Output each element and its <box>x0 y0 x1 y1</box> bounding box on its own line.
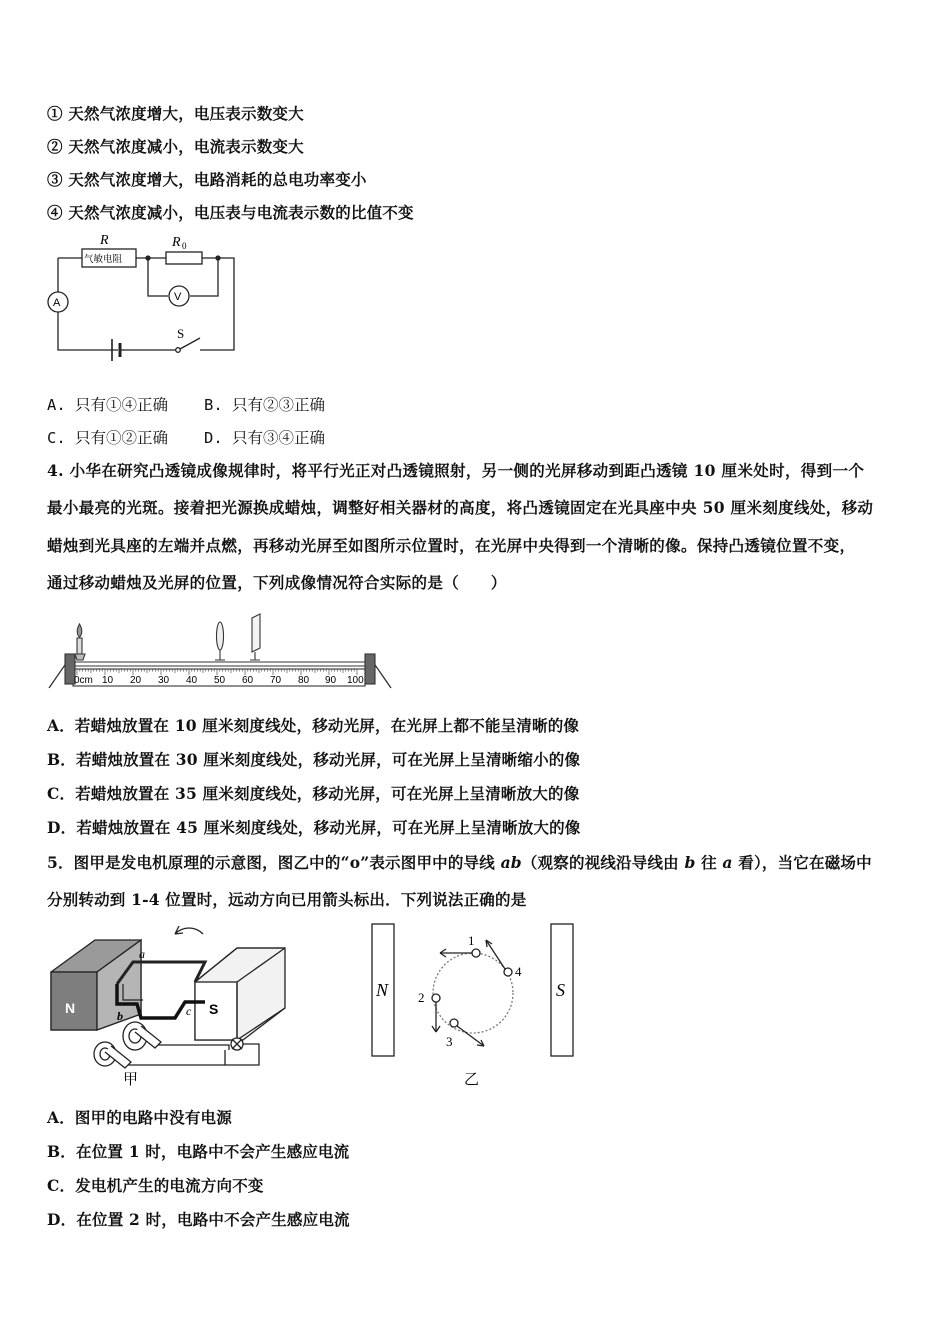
rotation-positions-figure <box>368 922 588 1092</box>
q5-option-b: B．在位置 1 时，电路中不会产生感应电流 <box>47 1142 350 1161</box>
tick-label-10: 10 <box>102 675 114 686</box>
q5-stem-part: 往 <box>695 853 723 872</box>
voltmeter-label: V <box>174 291 182 303</box>
r0-subscript: 0 <box>182 241 187 251</box>
tick-label-0: 0cm <box>74 675 93 686</box>
circuit-diagram <box>40 228 250 368</box>
q5-stem-part: 5．图甲是发电机原理的示意图，图乙中的“o”表示图甲中的导线 <box>47 853 501 872</box>
position-3-label: 3 <box>446 1034 453 1049</box>
tick-label-100: 100 <box>347 675 364 686</box>
q5-stem-part: 看），当它在磁场中 <box>732 853 872 872</box>
q5-stem-line-1 <box>47 851 872 873</box>
tick-label-90: 90 <box>325 675 337 686</box>
q5-stem-part: （观察的视线沿导线由 <box>521 853 685 872</box>
r-label: R <box>100 233 109 248</box>
tick-label-60: 60 <box>242 675 254 686</box>
q4-option-c: C．若蜡烛放置在 35 厘米刻度线处，移动光屏，可在光屏上呈清晰放大的像 <box>47 784 580 803</box>
q4-stem-line-3: 蜡烛到光具座的左端并点燃，再移动光屏至如图所示位置时，在光屏中央得到一个清晰的像。保持凸透镜位置不变， <box>47 536 856 555</box>
figure-jia-caption: 甲 <box>123 1072 139 1088</box>
q4-option-d: D．若蜡烛放置在 45 厘米刻度线处，移动光屏，可在光屏上呈清晰放大的像 <box>47 818 581 837</box>
wire-c-label: c <box>186 1004 192 1018</box>
q3-statement-2: ② 天然气浓度减小，电流表示数变大 <box>47 137 304 156</box>
q5-option-a: A．图甲的电路中没有电源 <box>47 1108 232 1127</box>
tick-label-50: 50 <box>214 675 226 686</box>
q3-option-b: B. 只有②③正确 <box>204 396 325 414</box>
figure-yi-caption: 乙 <box>464 1072 480 1088</box>
q5-stem-a: a <box>722 853 733 872</box>
q4-stem-line-2: 最小最亮的光斑。接着把光源换成蜡烛，调整好相关器材的高度，将凸透镜固定在光具座中央 50 厘米刻度线处，移动 <box>47 498 874 517</box>
wire-b-label: b <box>117 1009 123 1023</box>
q3-option-c: C. 只有①②正确 <box>47 429 168 447</box>
yi-south-label: S <box>556 980 565 1000</box>
r0-label: R <box>172 235 181 250</box>
q5-option-c: C．发电机产生的电流方向不变 <box>47 1176 264 1195</box>
q4-option-a: A．若蜡烛放置在 10 厘米刻度线处，移动光屏，在光屏上都不能呈清晰的像 <box>47 716 580 735</box>
wire-a-label: a <box>139 947 145 961</box>
north-pole-label: N <box>65 1000 76 1016</box>
q5-stem-line-2: 分别转动到 1-4 位置时，远动方向已用箭头标出．下列说法正确的是 <box>47 890 527 909</box>
r-box-text: 气敏电阻 <box>84 254 123 265</box>
yi-north-label: N <box>376 980 389 1000</box>
generator-figure <box>45 922 305 1092</box>
q4-stem-line-4: 通过移动蜡烛及光屏的位置，下列成像情况符合实际的是（ ） <box>47 573 507 592</box>
tick-label-70: 70 <box>270 675 282 686</box>
optical-bench-figure <box>45 604 385 690</box>
q3-statement-3: ③ 天然气浓度增大，电路消耗的总电功率变小 <box>47 170 367 189</box>
q3-option-d: D. 只有③④正确 <box>204 429 325 447</box>
q3-option-a: A. 只有①④正确 <box>47 396 168 414</box>
tick-label-80: 80 <box>298 675 310 686</box>
position-4-label: 4 <box>515 964 522 979</box>
q5-stem-b: b <box>684 853 696 872</box>
q3-statement-4: ④ 天然气浓度减小，电压表与电流表示数的比值不变 <box>47 203 414 222</box>
q4-stem-line-1: 4. 小华在研究凸透镜成像规律时，将平行光正对凸透镜照射，另一侧的光屏移动到距凸透镜 10 厘米处时，得到一个 <box>47 461 865 480</box>
position-1-label: 1 <box>468 933 475 948</box>
ammeter-label: A <box>53 297 61 309</box>
south-pole-label: S <box>209 1001 219 1017</box>
tick-label-20: 20 <box>130 675 142 686</box>
tick-label-30: 30 <box>158 675 170 686</box>
tick-label-40: 40 <box>186 675 198 686</box>
q3-statement-1: ① 天然气浓度增大，电压表示数变大 <box>47 104 304 123</box>
q4-option-b: B．若蜡烛放置在 30 厘米刻度线处，移动光屏，可在光屏上呈清晰缩小的像 <box>47 750 581 769</box>
switch-label: S <box>177 326 185 341</box>
q5-option-d: D．在位置 2 时，电路中不会产生感应电流 <box>47 1210 350 1229</box>
q5-stem-ab: ab <box>500 853 522 872</box>
position-2-label: 2 <box>418 990 425 1005</box>
